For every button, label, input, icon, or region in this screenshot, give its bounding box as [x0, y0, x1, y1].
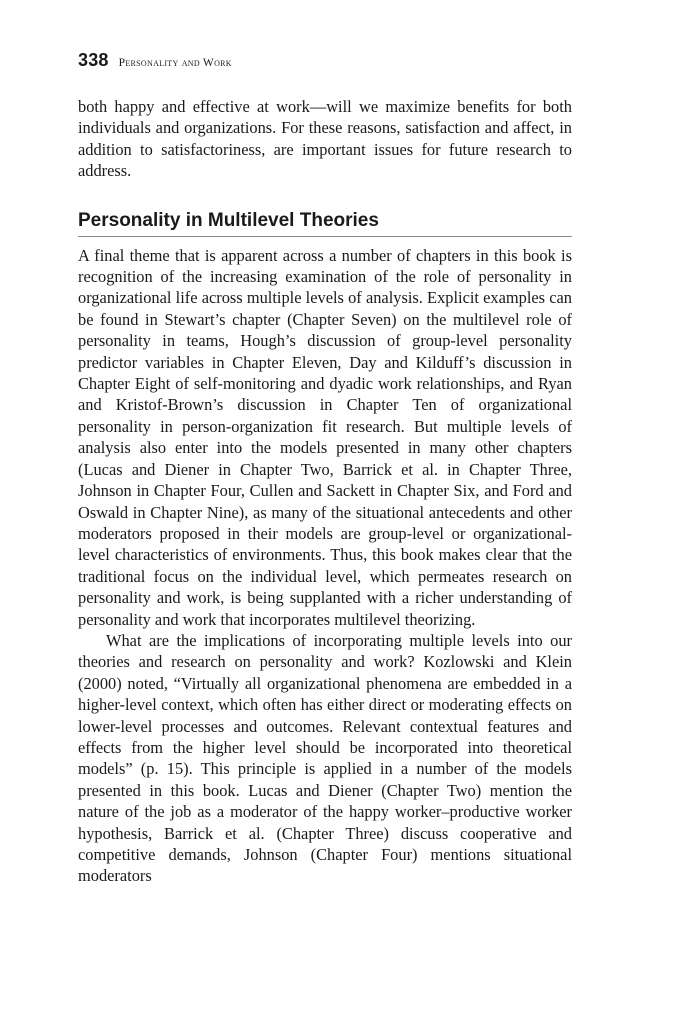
page-number: 338 [78, 50, 109, 70]
book-page [78, 50, 572, 887]
intro-paragraph: both happy and effective at work—will we maximize benefits for both individuals and organizations. For these reasons, satisfaction and affect, in addition to satisfactoriness, are important issues for future research to address. [78, 97, 572, 181]
body-paragraph-1: A final theme that is apparent across a number of chapters in this book is recognition of the increasing examination of the role of personality in organizational life across multiple levels of analysis. Explicit examples can be found in Stewart’s chapter (Chapter Seven) on the multilevel role of personality in teams, Hough’s discussion of group-level personality predictor variables in Chapter Eleven, Day and Kilduff’s discussion in Chapter Eight of self-monitoring and dyadic work relationships, and Ryan and Kristof-Brown’s discussion in Chapter Ten of organizational personality in person-organization fit research. But multiple levels of analysis also enter into the models presented in many other chapters (Lucas and Diener in Chapter Two, Barrick et al. in Chapter Three, Johnson in Chapter Four, Cullen and Sackett in Chapter Six, and Ford and Oswald in Chapter Nine), as many of the situational antecedents and other moderators proposed in their models are group-level or organizational-level characteristics of environments. Thus, this book makes clear that the traditional focus on the individual level, which permeates research on personality and work, is being supplanted with a richer understanding of personality and work that incorporates multilevel theorizing. [78, 245, 572, 629]
running-head [78, 50, 572, 72]
section-heading: Personality in Multilevel Theories [78, 209, 572, 237]
body-paragraph-2: What are the implications of incorporating multiple levels into our theories and research on personality and work? Kozlowski and Klein (2000) noted, “Virtually all organizational phenomena are embedded in a higher-level context, which often has either direct or moderating effects on lower-level processes and outcomes. Relevant contextual features and effects from the higher level should be incorporated into theoretical models” (p. 15). This principle is applied in a number of the models presented in this book. Lucas and Diener (Chapter Two) mention the nature of the job as a moderator of the happy worker–productive worker hypothesis, Barrick et al. (Chapter Three) discuss cooperative and competitive demands, Johnson (Chapter Four) mentions situational moderators [78, 630, 572, 886]
running-head-title: Personality and Work [118, 57, 232, 69]
